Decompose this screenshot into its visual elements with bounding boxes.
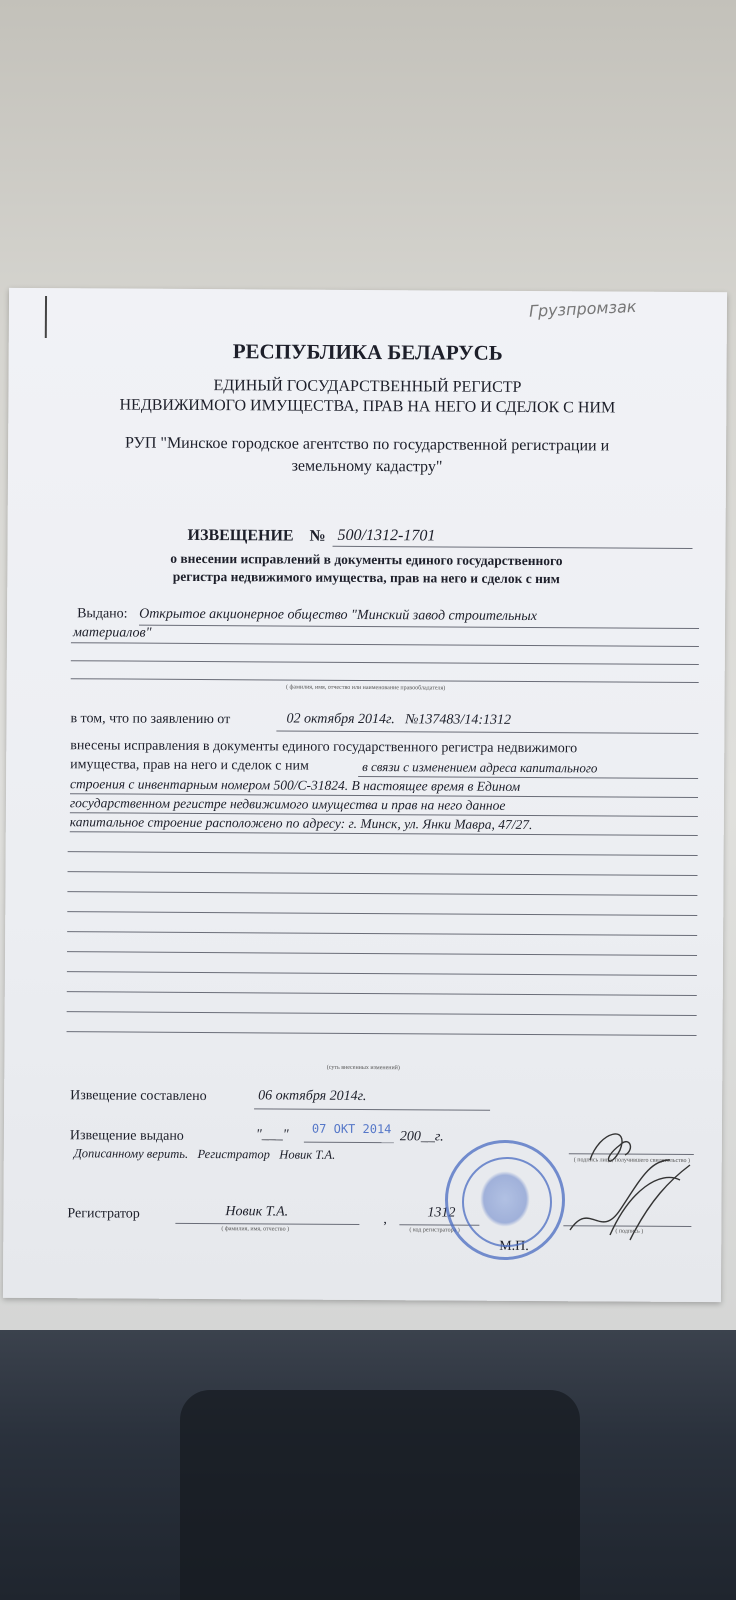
handwritten-note: Грузпромзак — [528, 296, 637, 321]
background-fabric — [0, 1330, 736, 1600]
notice-subtitle-2: регистра недвижимого имущества, прав на него и сделок с ним — [172, 568, 560, 587]
recipient-signature — [590, 1134, 630, 1161]
registrar-code-caption: ( код регистратора ) — [409, 1227, 460, 1234]
separator-comma: , — [383, 1212, 387, 1228]
certified-text: Дописанному верить. Регистратор Новик Т.А. — [73, 1146, 336, 1162]
compiled-value: 06 октября 2014г. — [258, 1088, 367, 1105]
issued-date-stamp: 07 OKT 2014 — [311, 1121, 392, 1137]
issued-to-value-2: материалов" — [72, 625, 152, 641]
notice-number-label: № — [309, 527, 326, 545]
agency-line-1: РУП "Минское городское агентство по государственной регистрации и — [125, 434, 610, 455]
registrar-signature — [570, 1160, 690, 1240]
notice-title: ИЗВЕЩЕНИЕ — [187, 526, 294, 545]
issued-day-blank: "___" — [255, 1127, 289, 1143]
changes-line-4: государственном регистре недвижимого имущества и прав на него данное — [69, 795, 506, 813]
seal-label: М.П. — [499, 1238, 529, 1255]
issued-to-value-1: Открытое акционерное общество "Минский завод строительных — [139, 606, 538, 625]
agency-line-2: земельному кадастру" — [291, 457, 443, 476]
register-heading-1: ЕДИНЫЙ ГОСУДАРСТВЕННЫЙ РЕГИСТР — [213, 377, 522, 396]
recipient-signature-caption: ( подпись лица, получившего свидетельство ) — [573, 1157, 691, 1164]
signatures — [560, 1120, 700, 1250]
changes-line-2-prefix: имущества, прав на него и сделок с ним — [70, 757, 309, 774]
changes-line-2-value: в связи с изменением адреса капитального — [362, 758, 598, 776]
binding-mark — [45, 296, 47, 338]
issued-to-caption: ( фамилия, имя, отчество или наименование правообладателя) — [286, 684, 446, 692]
compiled-label: Извещение составлено — [70, 1088, 207, 1105]
application-value: 02 октября 2014г. №137483/14:1312 — [286, 711, 512, 728]
issued-label: Извещение выдано — [69, 1128, 184, 1144]
application-label: в том, что по заявлению от — [70, 711, 231, 728]
changes-caption: (суть внесенных изменений) — [326, 1064, 400, 1072]
official-seal — [445, 1140, 565, 1260]
changes-line-3: строения с инвентарным номером 500/С-31824. В настоящее время в Едином — [70, 776, 521, 794]
register-heading-2: НЕДВИЖИМОГО ИМУЩЕСТВА, ПРАВ НА НЕГО И СДЕЛОК С НИМ — [119, 396, 616, 417]
fabric-fold — [180, 1390, 580, 1600]
notice-number: 500/1312-1701 — [337, 526, 436, 545]
registrar-name-caption: ( фамилия, имя, отчество ) — [221, 1226, 290, 1233]
registrar-name: Новик Т.А. — [225, 1204, 289, 1220]
country-heading: РЕСПУБЛИКА БЕЛАРУСЬ — [232, 339, 503, 365]
changes-line-1: внесены исправления в документы единого государственного регистра недвижимого — [70, 738, 578, 757]
registrar-label: Регистратор — [67, 1206, 140, 1222]
coat-of-arms-emblem — [480, 1171, 530, 1227]
changes-line-5: капитальное строение расположено по адресу: г. Минск, ул. Янки Мавра, 47/27. — [69, 814, 533, 833]
issued-year: 200__г. — [399, 1129, 444, 1145]
registrar-signature-caption: ( подпись ) — [615, 1228, 644, 1235]
issued-to-label: Выдано: — [77, 606, 128, 622]
registrar-code: 1312 — [427, 1205, 456, 1221]
notice-subtitle-1: о внесении исправлений в документы единого государственного — [170, 550, 563, 569]
